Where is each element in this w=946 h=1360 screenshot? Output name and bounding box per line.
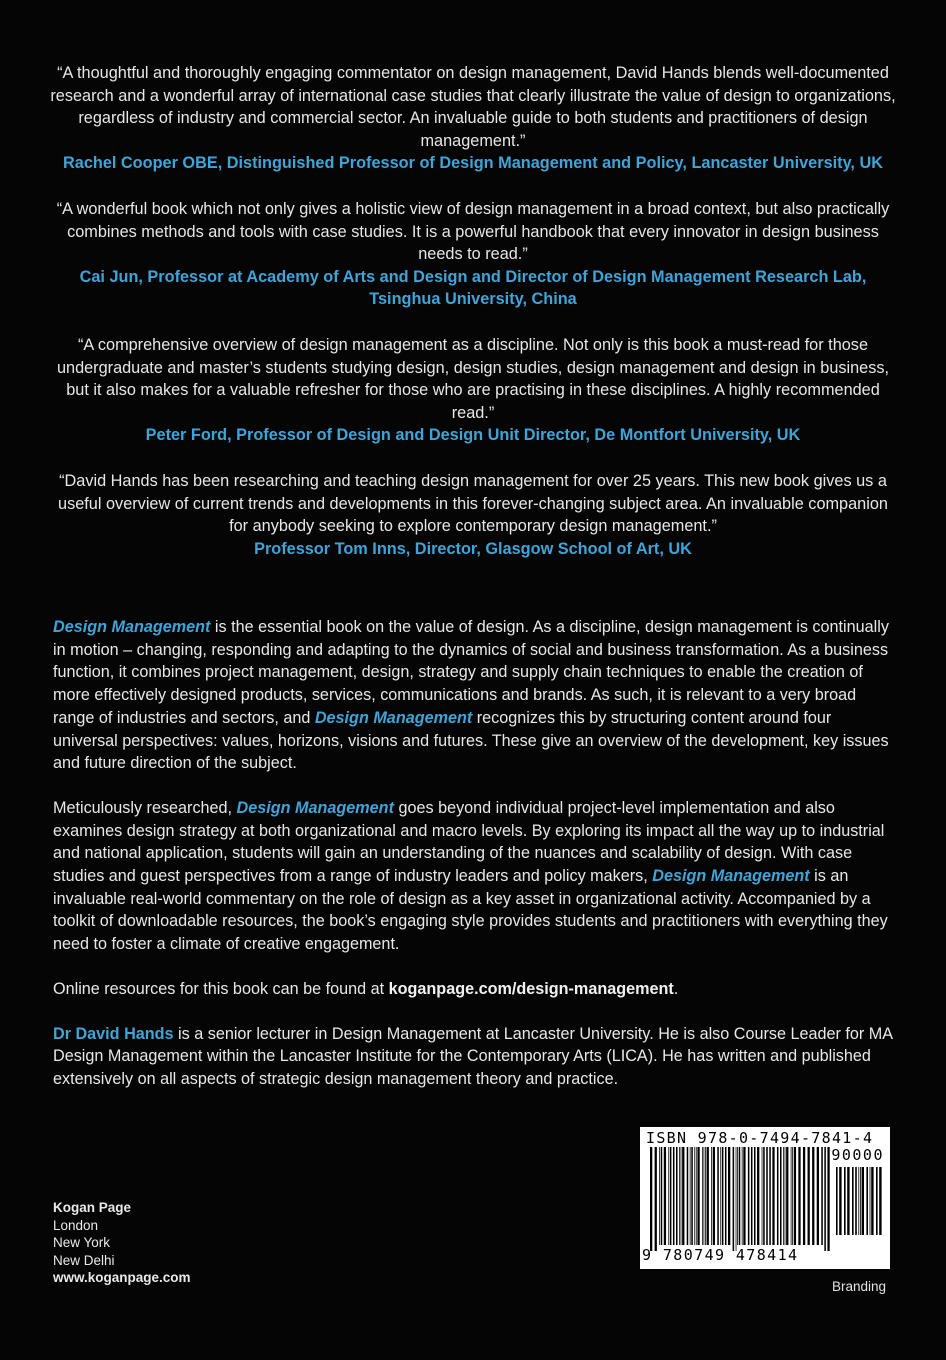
barcode-bar [668,1147,669,1245]
author-bio-text: is a senior lecturer in Design Management at Lancaster University. He is also Course Leader for MA Design Management within the Lancaster Institute for the Contemporary Arts (LICA). He has written and published extensively on all aspects of strategic design management theory and practice. [53,1024,893,1088]
isbn-label: ISBN 978-0-7494-7841-4 [646,1129,874,1147]
barcode-bar [780,1147,782,1245]
barcode-bar [670,1147,672,1245]
barcode-bar [754,1147,756,1245]
description-text: Meticulously researched, [53,798,237,817]
publisher-name: Kogan Page [53,1200,132,1215]
description-paragraph [53,797,893,956]
barcode-bar [673,1147,675,1245]
publisher-city: New York [53,1235,111,1251]
barcode-addon-icon [836,1167,884,1241]
author-bio [53,1023,893,1091]
subject-category: Branding [832,1279,887,1294]
quote-author: Rachel Cooper OBE, Distinguished Professor of Design Management and Policy, Lancaster University, UK [63,154,883,173]
description-text: recognizes this by structuring content around four universal perspectives: values, horizons, visions and futures. These give an overview of the development, key issues and future direction of the subject. [53,708,889,773]
description-text: is an invaluable real-world commentary on the role of design as a key asset in organizational activity. Accompanied by a toolkit of downloadable resources, the book’s engaging style provides students and practitioners with everything they need to foster a climate of creative engagement. [53,867,888,954]
publisher-website-link[interactable]: www.koganpage.com [53,1270,191,1286]
barcode-bar [879,1167,881,1235]
isbn-barcode [640,1127,890,1269]
barcode-bar [783,1147,784,1245]
barcode-bar [650,1147,652,1251]
barcode-bar [803,1147,805,1245]
quote-author: Professor Tom Inns, Director, Glasgow School of Art, UK [254,539,692,558]
publisher-info [53,1199,191,1287]
barcode-bar [704,1147,705,1245]
online-resources [53,978,893,1001]
barcode-bar [707,1147,709,1245]
barcode-bar [769,1147,771,1245]
barcode-bar [827,1147,829,1251]
barcode-bar [722,1147,724,1245]
description-paragraph [53,616,893,775]
barcode-bar [661,1147,663,1245]
barcode-bar [876,1167,878,1235]
price-code: 90000 [831,1146,884,1164]
endorsement-quote [50,62,896,175]
endorsement-quote [50,470,896,560]
author-name: Dr David Hands [53,1024,174,1043]
barcode-bar [862,1167,864,1235]
barcode-bar [694,1147,695,1245]
barcode-bar [836,1167,838,1235]
barcode-bar [766,1147,768,1245]
quote-author: Peter Ford, Professor of Design and Design Unit Director, De Montfort University, UK [145,426,801,445]
barcode-bar [733,1147,735,1251]
barcode-bar [824,1147,826,1251]
barcode-bar [659,1147,660,1245]
barcode-bar [870,1167,871,1235]
book-title-highlight: Design Management [53,618,211,636]
barcode-bar [737,1147,738,1245]
barcode-bar [763,1147,765,1245]
barcode-bar [844,1167,846,1235]
endorsement-quote [50,334,896,447]
barcode-bar [751,1147,753,1245]
book-description [53,616,893,1113]
barcode-bar [808,1147,810,1245]
barcode-bar [812,1147,814,1245]
quote-text: “A wonderful book which not only gives a holistic view of design management in a broad context, but also practically combines methods and tools with case studies. It is a powerful handbook that every innovator in design business needs to read.” [56,199,890,264]
description-text: is the essential book on the value of design. As a discipline, design management is continually in motion – changing, responding and adapting to the dynamics of social and business transformation. As a business function, it combines project management, design, strategy and supply chain techniques to enable the creation of more effectively designed products, services, communications and brands. As such, it is relevant to a very broad range of industries and sectors, and [53,618,889,727]
barcode-bar [839,1167,841,1235]
barcode-bar [777,1147,779,1245]
barcode-bar [697,1147,699,1245]
book-title-highlight: Design Management [652,867,810,886]
barcode-bar [691,1147,693,1245]
barcode-bar [866,1167,868,1235]
barcode-bar [676,1147,678,1245]
quote-text: “A comprehensive overview of design management as a discipline. Not only is this book a must-read for those undergraduate and master’s students studying design, design studies, design management and design in business, but it also makes for a valuable refresher for those who are practising in these disciplines. A highly recommended read.” [56,335,890,422]
barcode-bar [681,1147,682,1245]
quote-author: Cai Jun, Professor at Academy of Arts and Design and Director of Design Management Research Lab, Tsinghua University, China [79,267,867,309]
barcode-bar [821,1147,823,1245]
barcode-bar [748,1147,750,1245]
barcode-bar [725,1147,727,1245]
barcode-bar [687,1147,689,1245]
barcode-bar [847,1167,849,1235]
barcode-bar [742,1147,743,1245]
barcode-bar [852,1167,854,1235]
quote-text: “A thoughtful and thoroughly engaging commentator on design management, David Hands blends well-documented research and a wonderful array of international case studies that clearly illustrate the value of design to organizations, regardless of industry and commercial sector. An invaluable guide to both students and practitioners of design management.” [50,64,896,150]
barcode-bar [792,1147,793,1245]
online-resources-suffix: . [673,979,679,998]
barcode-bar [711,1147,712,1245]
barcode-bar [757,1147,759,1245]
description-text: goes beyond individual project-level implementation and also examines design strategy at both organizational and macro levels. By exploring its impact all the way up to industrial and national application, students will gain an understanding of the nuances and scalability of design. With case studies and guest perspectives from a range of industry leaders and policy makers, [53,798,885,886]
online-resources-text: Online resources for this book can be found at [53,979,389,998]
barcode-bar [817,1147,819,1245]
barcode-bar [679,1147,680,1245]
barcode-bar [720,1147,721,1245]
endorsement-quote [50,198,896,311]
barcode-bar [794,1147,796,1245]
barcode-bar [786,1147,788,1245]
barcode-bar [696,1147,697,1245]
barcode-bar [785,1147,786,1245]
barcode-bar [705,1147,706,1245]
barcode-bar [664,1147,666,1245]
book-title-highlight: Design Management [314,708,473,727]
barcode-bar [728,1147,730,1245]
barcode-bar [736,1147,737,1251]
barcode-bar [871,1167,873,1235]
barcode-bar [739,1147,741,1245]
barcode-bar [743,1147,745,1245]
barcode-bar [798,1147,800,1245]
quote-text: “David Hands has been researching and teaching design management for over 25 years. This new book gives us a useful overview of current trends and developments in this forever-changing subject area. An invaluable companion for anybody seeking to explore contemporary design management.” [58,471,888,536]
barcode-bar [858,1167,859,1235]
barcode-bar [655,1147,657,1251]
endorsements-section [50,62,896,583]
barcode-bars-icon [650,1147,832,1251]
publisher-city: London [53,1217,99,1233]
barcode-bar [855,1167,857,1235]
barcode-bar [860,1167,861,1235]
barcode-bar [772,1147,774,1245]
barcode-bar [713,1147,715,1245]
online-resources-link[interactable]: koganpage.com/design-management [388,979,674,998]
barcode-digits: 9 780749 478414 [642,1246,799,1264]
book-title-highlight: Design Management [236,798,394,817]
publisher-city: New Delhi [53,1252,115,1268]
barcode-bar [702,1147,703,1245]
barcode-bar [762,1147,763,1245]
barcode-bar [690,1147,691,1245]
barcode-bar [791,1147,792,1245]
barcode-bar [717,1147,719,1245]
barcode-bar [682,1147,684,1245]
